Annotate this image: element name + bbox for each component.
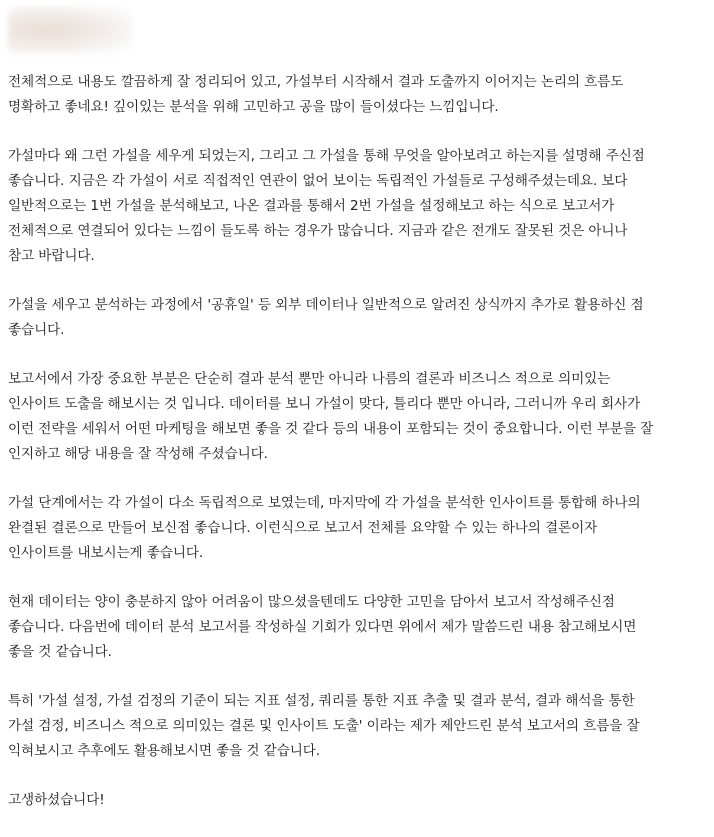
text-line: 익혀보시고 추후에도 활용해보시면 좋을 것 같습니다. — [8, 743, 321, 759]
text-line: 좋습니다. 지금은 각 가설이 서로 직접적인 연관이 없어 보이는 독립적인 가설들로 구성해주셨는데요. 보다 — [8, 173, 628, 189]
text-line: 전체적으로 내용도 깔끔하게 잘 정리되어 있고, 가설부터 시작해서 결과 도출까지 이어지는 논리의 흐름도 — [8, 74, 624, 90]
paragraph-hypothesis-structure — [8, 144, 708, 269]
paragraph-insights — [8, 367, 708, 467]
text-line: 인사이트 도출을 해보시는 것 입니다. 데이터를 보니 가설이 맞다, 틀리다 뿐만 아니라, 그러니까 우리 회사가 — [8, 396, 641, 412]
text-line: 특히 '가설 설정, 가설 검정의 기준이 되는 지표 설정, 쿼리를 통한 지표 추출 및 결과 분석, 결과 해석을 통한 — [8, 693, 635, 709]
text-line: 좋습니다. — [8, 322, 65, 338]
text-line: 참고 바랍니다. — [8, 248, 95, 264]
text-line: 가설 검정, 비즈니스 적으로 의미있는 결론 및 인사이트 도출' 이라는 제가 제안드린 분석 보고서의 흐름을 잘 — [8, 718, 640, 734]
paragraph-overall-impression — [8, 70, 708, 120]
text-line: 고생하셨습니다! — [8, 792, 105, 808]
review-comment-body — [8, 70, 708, 837]
text-line: 명확하고 좋네요! 깊이있는 분석을 위해 고민하고 공을 많이 들이셨다는 느낌입니다. — [8, 99, 499, 115]
text-line: 가설을 세우고 분석하는 과정에서 '공휴일' 등 외부 데이터나 일반적으로 알려진 상식까지 추가로 활용하신 점 — [8, 297, 644, 313]
paragraph-conclusion — [8, 491, 708, 566]
text-line: 완결된 결론으로 만들어 보신점 좋습니다. 이런식으로 보고서 전체를 요약할 수 있는 하나의 결론이자 — [8, 520, 598, 536]
paragraph-closing — [8, 788, 708, 813]
text-line: 현재 데이터는 양이 충분하지 않아 어려움이 많으셨을텐데도 다양한 고민을 담아서 보고서 작성해주신점 — [8, 594, 615, 610]
text-line: 보고서에서 가장 중요한 부분은 단순히 결과 분석 뿐만 아니라 나름의 결론과 비즈니스 적으로 의미있는 — [8, 371, 611, 387]
text-line: 좋을 것 같습니다. — [8, 644, 112, 660]
text-line: 인사이트를 내보시는게 좋습니다. — [8, 545, 204, 561]
text-line: 이런 전략을 세워서 어떤 마케팅을 해보면 좋을 것 같다 등의 내용이 포함되는 것이 중요합니다. 이런 부분을 잘 — [8, 421, 654, 437]
paragraph-external-data — [8, 293, 708, 343]
text-line: 인지하고 해당 내용을 잘 작성해 주셨습니다. — [8, 446, 268, 462]
text-line: 가설 단계에서는 각 가설이 다소 독립적으로 보였는데, 마지막에 각 가설을 분석한 인사이트를 통합해 하나의 — [8, 495, 641, 511]
blurred-profile-image — [8, 6, 132, 54]
paragraph-report-flow — [8, 689, 708, 764]
text-line: 일반적으로는 1번 가설을 분석해보고, 나온 결과를 통해서 2번 가설을 설정해보고 하는 식으로 보고서가 — [8, 198, 615, 214]
text-line: 좋습니다. 다음번에 데이터 분석 보고서를 작성하실 기회가 있다면 위에서 제가 말씀드린 내용 참고해보시면 — [8, 619, 637, 635]
paragraph-data-limitations — [8, 590, 708, 665]
text-line: 가설마다 왜 그런 가설을 세우게 되었는지, 그리고 그 가설을 통해 무엇을 알아보려고 하는지를 설명해 주신점 — [8, 148, 645, 164]
text-line: 전체적으로 연결되어 있다는 느낌이 들도록 하는 경우가 많습니다. 지금과 같은 전개도 잘못된 것은 아니나 — [8, 223, 628, 239]
